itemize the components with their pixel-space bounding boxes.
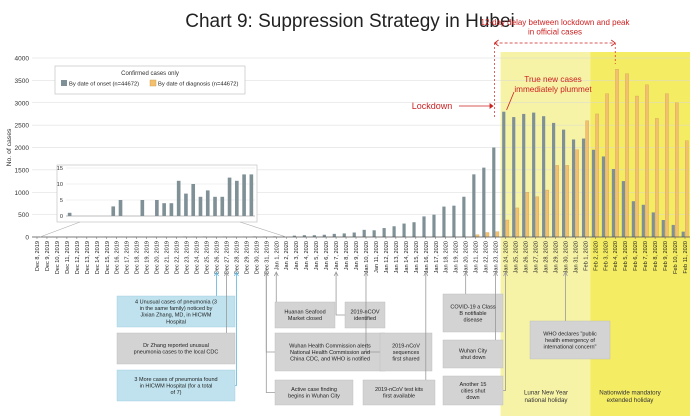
bar-onset [652,212,655,237]
bar-onset [353,233,356,237]
x-tick-label: Dec 17, 2019 [124,241,131,275]
inset-bar-onset [170,203,174,216]
x-tick-label: Dec 11, 2019 [64,241,71,274]
x-tick-label: Jan 1, 2020 [274,241,281,271]
x-tick-label: Dec 10, 2019 [54,241,61,275]
bar-onset [552,123,555,237]
x-tick-label: Dec 8, 2019 [34,241,41,272]
bar-diagnosis [675,103,678,237]
bar-diagnosis [615,69,618,237]
x-tick-label: Feb 9, 2020 [663,241,670,271]
extended-holiday-band [590,52,690,416]
inset-bar-onset [250,174,254,216]
bar-onset [462,197,465,237]
x-tick-label: Jan 25, 2020 [513,241,520,274]
bar-diagnosis [496,232,499,237]
event-callout-text: Dr Zhang reported unusual pneumonia cases to the local CDC [133,343,219,356]
legend [55,66,245,94]
x-tick-label: Dec 23, 2019 [184,241,191,275]
bar-onset [582,139,585,237]
y-tick-label: 3500 [14,77,29,85]
chart-title: Chart 9: Suppression Strategy in Hubei [185,11,515,32]
bar-diagnosis [605,94,608,237]
x-tick-label: Feb 6, 2020 [633,241,640,271]
x-tick-label: Jan 6, 2020 [324,241,331,271]
x-tick-label: Jan 29, 2020 [553,241,560,274]
x-tick-label: Dec 13, 2019 [84,241,91,275]
bar-diagnosis [536,197,539,237]
bar-onset [373,230,376,237]
x-tick-label: Dec 14, 2019 [94,241,101,275]
bar-onset [682,232,685,237]
lockdown-annotation: Lockdown [411,101,453,111]
x-tick-label: Jan 30, 2020 [563,241,570,274]
bar-onset [562,130,565,237]
event-callout-text: 2019-nCoV sequences first shared [392,343,420,363]
bar-onset [592,150,595,237]
y-tick-label: 2500 [14,122,29,130]
event-connector [336,272,345,315]
inset-connector [240,222,286,237]
bar-diagnosis [655,118,658,237]
x-tick-label: Dec 19, 2019 [144,241,151,275]
y-tick-label: 2000 [14,145,29,152]
inset-y-tick-label: 0 [59,214,63,220]
x-tick-label: Dec 25, 2019 [204,241,211,275]
bar-onset [502,112,505,237]
event-callout-text: COVID-19 a Class B notifiable disease [450,304,496,324]
y-tick-label: 4000 [14,55,29,63]
inset-bar-onset [235,181,239,216]
bar-onset [422,216,425,237]
x-tick-label: Jan 14, 2020 [403,241,410,274]
x-tick-label: Dec 9, 2019 [44,241,51,272]
bar-onset [522,114,525,237]
x-tick-label: Jan 8, 2020 [344,241,351,271]
inset-bar-onset [155,200,159,216]
event-callout-text: 3 More cases of pneumonia found in HICWM Hospital (for a total of 7) [134,376,218,397]
event-callout-text: Another 15 cities shut down [459,381,487,402]
bar-diagnosis [486,233,489,237]
x-tick-label: Feb 2, 2020 [593,241,600,271]
bar-onset [363,230,366,237]
x-tick-label: Dec 26, 2019 [214,241,221,275]
x-tick-label: Jan 28, 2020 [543,241,550,274]
legend-label-diagnosis: By date of diagnosis (n=44672) [158,81,239,88]
bar-onset [472,174,475,237]
bar-onset [333,234,336,237]
bar-onset [442,207,445,237]
bar-diagnosis [576,150,579,237]
x-tick-label: Feb 1, 2020 [583,241,590,271]
y-tick-label: 0 [25,234,29,242]
nationwide-band-label: Nationwide mandatory extended holiday [599,389,661,404]
x-tick-label: Jan 13, 2020 [393,241,400,274]
bar-onset [632,201,635,237]
x-tick-label: Jan 4, 2020 [304,241,311,271]
x-tick-label: Jan 11, 2020 [373,241,380,273]
x-tick-label: Jan 22, 2020 [483,241,490,274]
bar-onset [662,220,665,237]
event-callout-text: Wuhan Health Commission alerts National Health Commission and China CDC, and WHO is notified [289,343,371,363]
x-tick-label: Jan 9, 2020 [354,241,361,271]
bar-onset [542,116,545,237]
bar-onset [622,181,625,237]
y-tick-label: 1000 [14,189,29,197]
inset-bar-onset [191,184,195,216]
x-tick-label: Jan 5, 2020 [314,241,321,271]
x-tick-label: Feb 10, 2020 [673,241,680,274]
x-tick-label: Jan 20, 2020 [463,241,470,274]
x-tick-label: Jan 3, 2020 [294,241,301,271]
inset-bar-onset [141,200,145,216]
bar-diagnosis [506,220,509,237]
y-tick-label: 500 [18,212,29,220]
x-tick-label: Jan 16, 2020 [423,241,430,274]
inset-y-tick-label: 5 [59,198,63,204]
x-tick-label: Dec 18, 2019 [134,241,141,275]
x-tick-label: Feb 7, 2020 [643,241,650,271]
x-tick-label: Dec 27, 2019 [224,241,231,275]
x-tick-label: Feb 5, 2020 [623,241,630,271]
x-tick-label: Feb 11, 2020 [683,241,690,274]
inset-bar-onset [162,203,166,216]
bar-diagnosis [556,165,559,237]
bar-onset [412,222,415,237]
inset-bar-onset [119,200,123,216]
bar-diagnosis [635,96,638,237]
y-axis-label: No. of cases [6,128,13,167]
bar-onset [672,225,675,237]
bar-onset [482,168,485,237]
event-connector [266,272,275,393]
bar-diagnosis [566,165,569,237]
inset-bar-onset [177,181,181,216]
x-tick-label: Dec 12, 2019 [74,241,81,275]
inset-chart [40,165,286,237]
delay-annotation: 12-day delay between lockdown and peak in official cases [480,18,630,37]
inset-connector [40,222,80,237]
true-cases-annotation: True new cases immediately plummet [514,74,592,94]
event-callout-text: 2019-nCoV test kits first available [375,387,423,400]
x-tick-label: Dec 24, 2019 [194,241,201,275]
bar-diagnosis [516,208,519,237]
bar-diagnosis [625,74,628,237]
y-tick-label: 1500 [14,167,29,175]
bar-onset [512,117,515,237]
bar-diagnosis [595,114,598,237]
x-tick-label: Dec 22, 2019 [174,241,181,275]
legend-swatch-diagnosis [150,80,156,86]
x-tick-label: Jan 26, 2020 [523,241,530,274]
bar-onset [432,215,435,237]
bar-diagnosis [586,121,589,237]
bar-onset [492,148,495,238]
bar-diagnosis [665,94,668,237]
event-connector [266,272,275,352]
x-tick-label: Feb 3, 2020 [603,241,610,271]
inset-bar-onset [228,178,232,216]
event-callout-text: 4 Unusual cases of pneumonia (3 in the same family) noticed by Jixian Zhang, MD, in HICWM Hospital [135,299,217,326]
event-callout-text: 2019-nCOV identified [350,309,380,323]
bar-onset [642,205,645,237]
inset-bar-onset [184,194,188,216]
inset-bar-onset [68,213,72,216]
bar-onset [602,156,605,237]
x-tick-label: Dec 28, 2019 [234,241,241,275]
bar-diagnosis [546,190,549,237]
bar-onset [383,228,386,237]
x-tick-label: Jan 18, 2020 [443,241,450,274]
bar-onset [532,113,535,237]
event-callout-text: Huanan Seafood Market closed [284,309,326,323]
event-callout-text: Wuhan City shut down [458,348,488,362]
lunar-band-label: Lunar New Year national holiday [523,389,569,404]
x-tick-label: Dec 15, 2019 [104,241,111,275]
inset-bar-onset [111,206,115,216]
inset-bar-onset [213,197,217,216]
inset-bar-onset [199,197,203,216]
x-tick-label: Feb 4, 2020 [613,241,620,271]
x-tick-label: Jan 10, 2020 [363,241,370,274]
x-tick-label: Jan 27, 2020 [533,241,540,274]
x-tick-label: Dec 30, 2019 [254,241,261,275]
bar-diagnosis [526,192,529,237]
x-tick-label: Jan 7, 2020 [334,241,341,271]
legend-swatch-onset [61,80,67,86]
lockdown-arrowhead [490,103,494,109]
inset-bar-onset [220,197,224,216]
event-callout-text: WHO declares "public health emergency of international concern" [543,331,597,351]
x-tick-label: Jan 2, 2020 [284,241,291,271]
bar-diagnosis [645,85,648,237]
event-callout-text: Active case finding begins in Wuhan City [288,387,340,400]
bar-onset [343,233,346,237]
x-tick-label: Jan 19, 2020 [453,241,460,274]
x-tick-label: Dec 31, 2019 [264,241,271,275]
legend-label-onset: By date of onset (n=44672) [69,81,140,88]
bar-onset [612,169,615,237]
y-tick-label: 3000 [14,100,29,108]
x-tick-label: Dec 16, 2019 [114,241,121,275]
x-tick-label: Feb 8, 2020 [653,241,660,271]
inset-y-tick-label: 15 [56,166,63,172]
x-tick-label: Jan 24, 2020 [503,241,510,274]
x-tick-label: Jan 17, 2020 [433,241,440,274]
x-tick-label: Jan 21, 2020 [473,241,480,274]
x-tick-label: Dec 20, 2019 [154,241,161,275]
event-connector [235,272,236,386]
x-tick-label: Jan 12, 2020 [383,241,390,274]
x-tick-label: Jan 31, 2020 [573,241,580,274]
inset-bar-onset [206,190,210,216]
bar-onset [572,139,575,237]
x-tick-label: Dec 21, 2019 [164,241,171,275]
inset-y-tick-label: 10 [56,182,63,188]
legend-title: Confirmed cases only [121,71,179,77]
bar-diagnosis [685,141,688,237]
x-tick-label: Jan 23, 2020 [493,241,500,274]
inset-bar-onset [242,174,246,216]
bar-onset [393,226,396,237]
bar-onset [402,224,405,237]
bar-onset [452,206,455,237]
x-tick-label: Jan 15, 2020 [413,241,420,274]
x-tick-label: Dec 29, 2019 [244,241,251,275]
